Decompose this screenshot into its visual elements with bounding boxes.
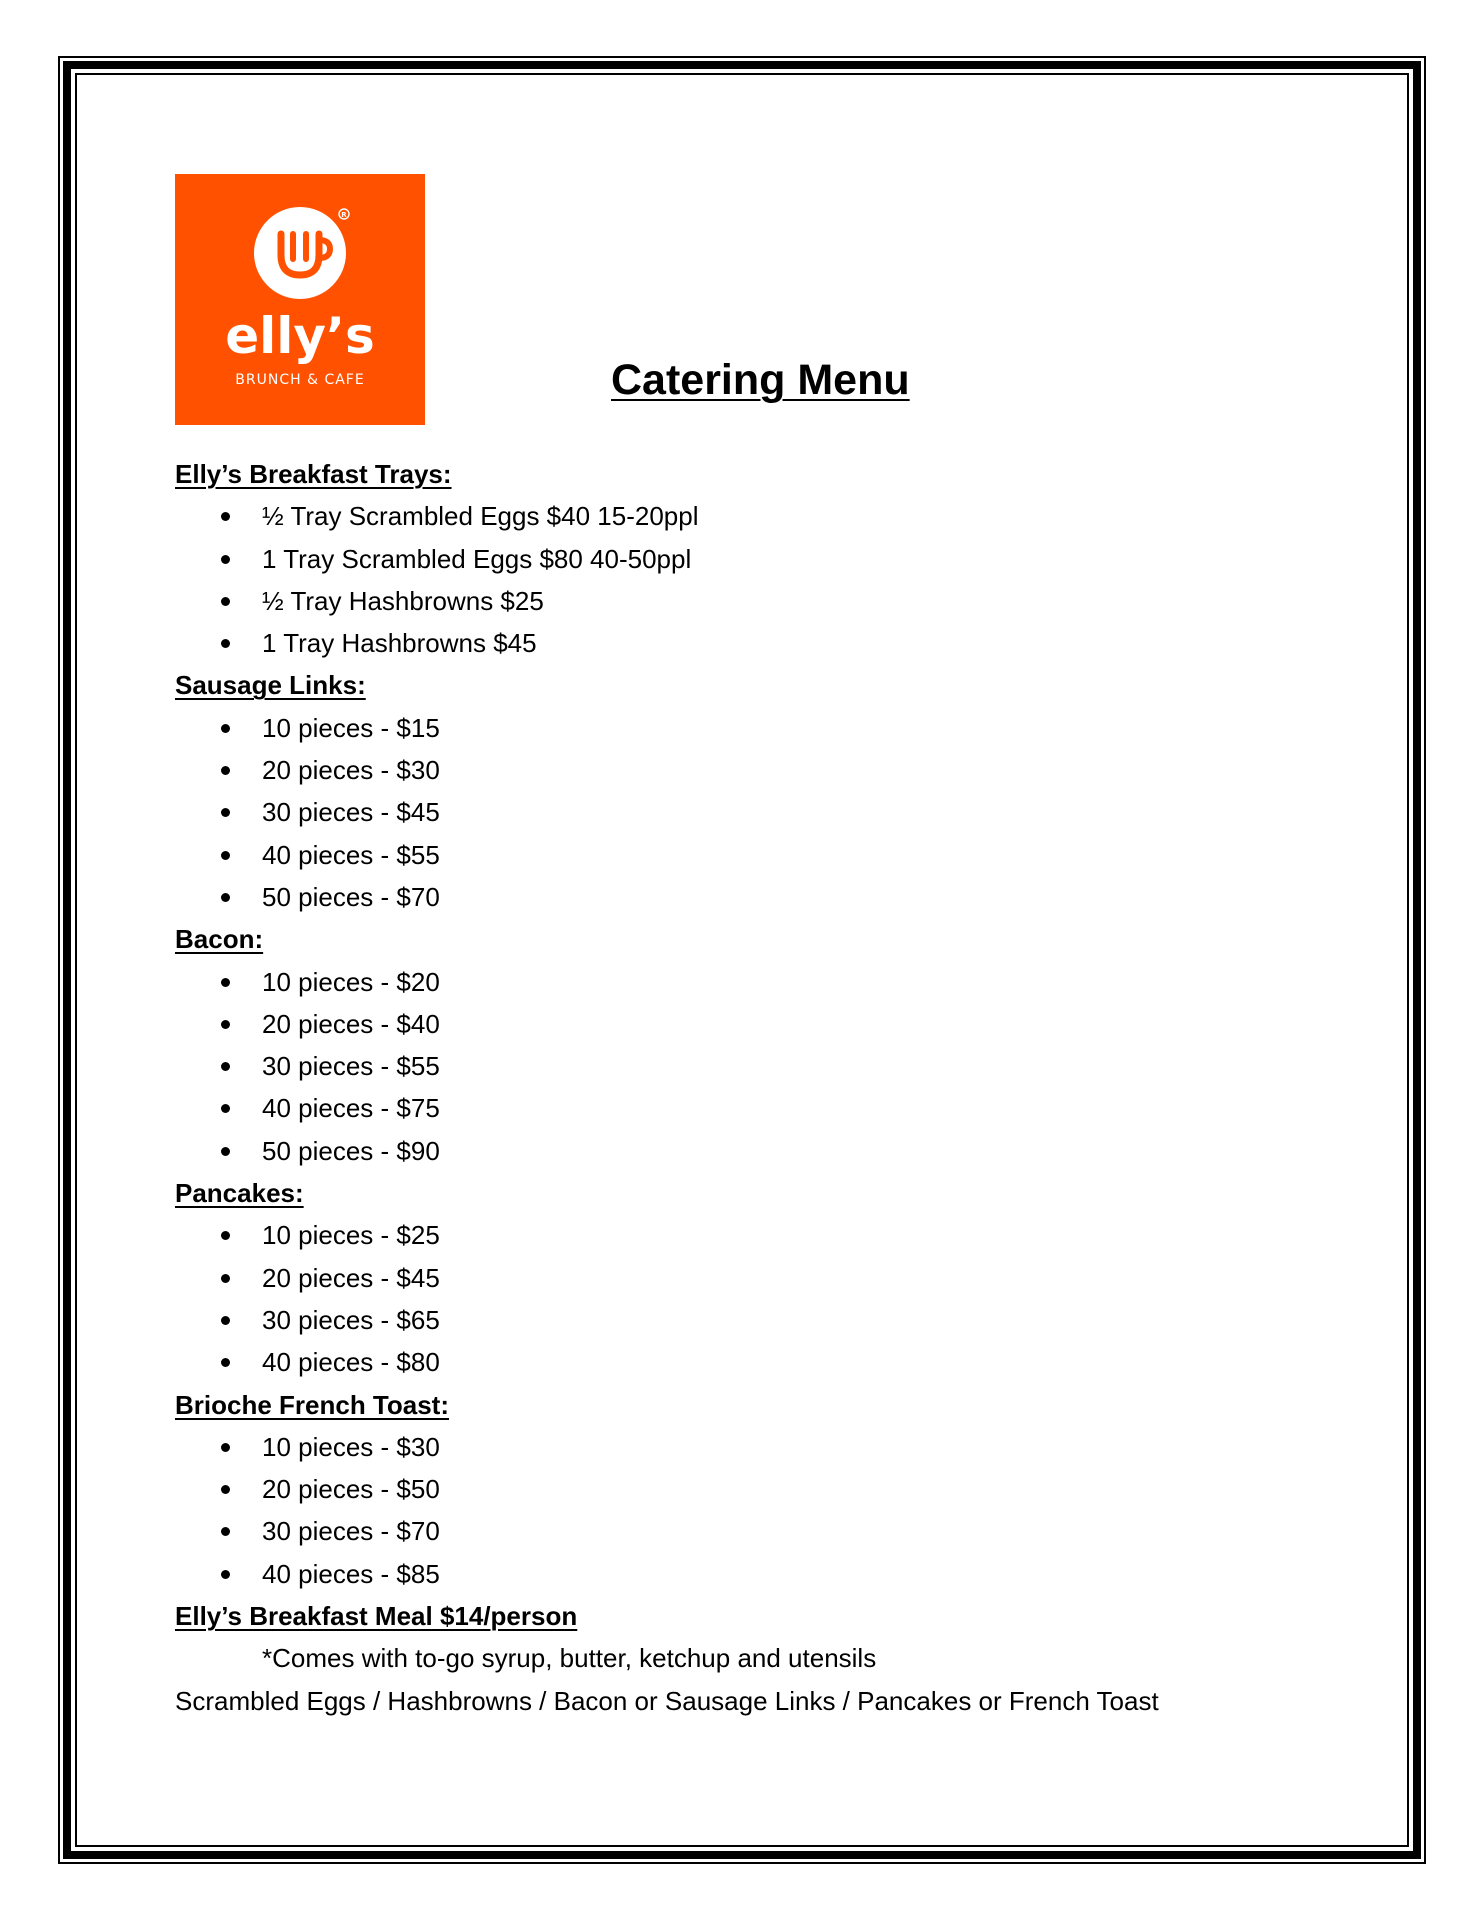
bullet-icon bbox=[221, 1104, 230, 1113]
item-list bbox=[175, 1214, 1325, 1383]
bullet-icon bbox=[221, 1231, 230, 1240]
bullet-icon bbox=[221, 1485, 230, 1494]
menu-content bbox=[175, 453, 1325, 1722]
list-item bbox=[175, 1426, 1325, 1468]
item-text: 40 pieces - $75 bbox=[262, 1093, 440, 1124]
menu-section-pancakes bbox=[175, 1172, 1325, 1383]
list-item bbox=[175, 495, 1325, 537]
list-item bbox=[175, 749, 1325, 791]
bullet-icon bbox=[221, 893, 230, 902]
bullet-icon bbox=[221, 724, 230, 733]
page-title: Catering Menu bbox=[611, 356, 910, 404]
item-text: ½ Tray Scrambled Eggs $40 15-20ppl bbox=[262, 501, 699, 532]
item-text: 40 pieces - $85 bbox=[262, 1558, 440, 1589]
list-item bbox=[175, 1045, 1325, 1087]
item-text: ½ Tray Hashbrowns $25 bbox=[262, 585, 544, 616]
bullet-icon bbox=[221, 512, 230, 521]
list-item bbox=[175, 1468, 1325, 1510]
item-text: 40 pieces - $55 bbox=[262, 839, 440, 870]
list-item bbox=[175, 961, 1325, 1003]
item-text: 30 pieces - $55 bbox=[262, 1051, 440, 1082]
menu-section-breakfast-trays bbox=[175, 453, 1325, 664]
item-text: 10 pieces - $20 bbox=[262, 966, 440, 997]
item-text: 10 pieces - $15 bbox=[262, 712, 440, 743]
section-heading: Elly’s Breakfast Meal $14/person bbox=[175, 1601, 578, 1632]
list-item bbox=[175, 1257, 1325, 1299]
bullet-icon bbox=[221, 1062, 230, 1071]
item-text: 30 pieces - $45 bbox=[262, 797, 440, 828]
menu-section-breakfast-meal bbox=[175, 1595, 1325, 1722]
bullet-icon bbox=[221, 597, 230, 606]
brand-logo bbox=[175, 174, 425, 425]
brand-tagline: BRUNCH & CAFE bbox=[235, 372, 365, 388]
menu-section-bacon bbox=[175, 918, 1325, 1172]
bullet-icon bbox=[221, 555, 230, 564]
bullet-icon bbox=[221, 1147, 230, 1156]
menu-section-sausage-links bbox=[175, 664, 1325, 918]
svg-text:R: R bbox=[341, 211, 347, 219]
list-item bbox=[175, 538, 1325, 580]
bullet-icon bbox=[221, 978, 230, 987]
list-item bbox=[175, 1214, 1325, 1256]
brand-name: elly’s bbox=[225, 307, 375, 365]
section-heading: Bacon: bbox=[175, 924, 264, 955]
list-item bbox=[175, 1087, 1325, 1129]
list-item bbox=[175, 1299, 1325, 1341]
item-text: 20 pieces - $50 bbox=[262, 1474, 440, 1505]
item-text: 50 pieces - $90 bbox=[262, 1135, 440, 1166]
list-item bbox=[175, 876, 1325, 918]
bullet-icon bbox=[221, 639, 230, 648]
section-heading: Sausage Links: bbox=[175, 670, 366, 701]
item-text: 10 pieces - $25 bbox=[262, 1220, 440, 1251]
bullet-icon bbox=[221, 766, 230, 775]
list-item bbox=[175, 580, 1325, 622]
cup-icon bbox=[254, 207, 346, 299]
list-item bbox=[175, 1553, 1325, 1595]
item-list bbox=[175, 495, 1325, 664]
bullet-icon bbox=[221, 1527, 230, 1536]
item-text: 20 pieces - $40 bbox=[262, 1008, 440, 1039]
section-heading: Pancakes: bbox=[175, 1178, 304, 1209]
item-text: 50 pieces - $70 bbox=[262, 881, 440, 912]
bullet-icon bbox=[221, 851, 230, 860]
item-text: 20 pieces - $30 bbox=[262, 755, 440, 786]
list-item bbox=[175, 1510, 1325, 1552]
bullet-icon bbox=[221, 1570, 230, 1579]
item-list bbox=[175, 1426, 1325, 1595]
bullet-icon bbox=[221, 1316, 230, 1325]
list-item bbox=[175, 622, 1325, 664]
item-text: 1 Tray Scrambled Eggs $80 40-50ppl bbox=[262, 543, 692, 574]
list-item bbox=[175, 1130, 1325, 1172]
item-text: 40 pieces - $80 bbox=[262, 1347, 440, 1378]
list-item bbox=[175, 1003, 1325, 1045]
registered-mark-icon bbox=[338, 208, 350, 220]
bullet-icon bbox=[221, 1274, 230, 1283]
item-text: 1 Tray Hashbrowns $45 bbox=[262, 628, 537, 659]
bullet-icon bbox=[221, 1020, 230, 1029]
bullet-icon bbox=[221, 1443, 230, 1452]
meal-summary: Scrambled Eggs / Hashbrowns / Bacon or Sausage Links / Pancakes or French Toast bbox=[175, 1685, 1159, 1716]
bullet-icon bbox=[221, 1358, 230, 1367]
list-item bbox=[175, 1341, 1325, 1383]
item-text: 30 pieces - $65 bbox=[262, 1304, 440, 1335]
section-heading: Elly’s Breakfast Trays: bbox=[175, 459, 452, 489]
item-list bbox=[175, 707, 1325, 918]
item-text: 20 pieces - $45 bbox=[262, 1262, 440, 1293]
list-item bbox=[175, 707, 1325, 749]
bullet-icon bbox=[221, 808, 230, 817]
menu-section-french-toast bbox=[175, 1384, 1325, 1595]
list-item bbox=[175, 791, 1325, 833]
meal-note: *Comes with to-go syrup, butter, ketchup and utensils bbox=[262, 1643, 877, 1674]
list-item bbox=[175, 834, 1325, 876]
item-list bbox=[175, 961, 1325, 1172]
item-text: 30 pieces - $70 bbox=[262, 1516, 440, 1547]
section-heading: Brioche French Toast: bbox=[175, 1389, 450, 1420]
item-text: 10 pieces - $30 bbox=[262, 1431, 440, 1462]
